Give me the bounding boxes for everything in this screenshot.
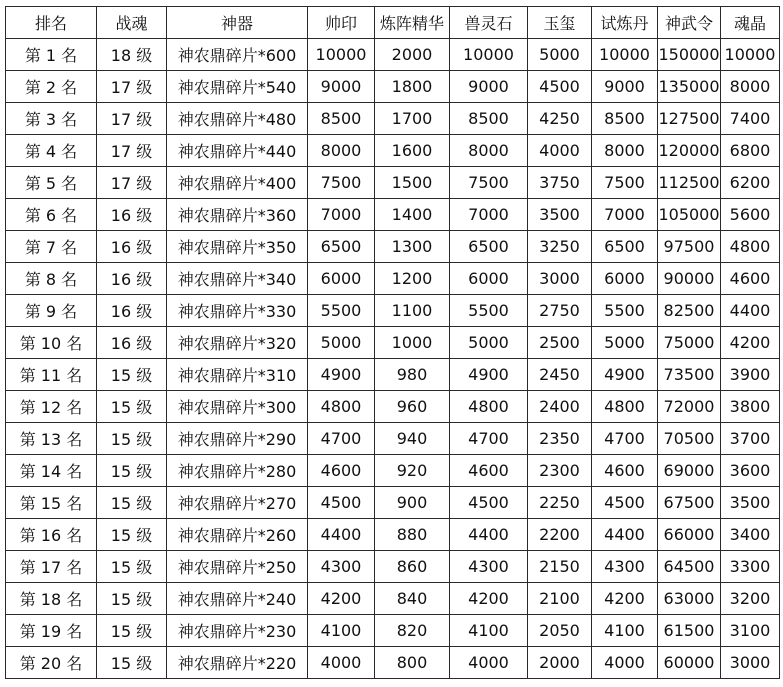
marshal-seal-cell: 4600 (308, 455, 375, 487)
beast-spirit-stone-cell: 5000 (450, 327, 528, 359)
trial-pill-cell: 6500 (592, 231, 658, 263)
marshal-seal-cell: 8000 (308, 135, 375, 167)
beast-spirit-stone-cell: 4700 (450, 423, 528, 455)
jade-seal-cell: 3750 (528, 167, 592, 199)
artifact-cell: 神农鼎碎片*330 (167, 295, 308, 327)
jade-seal-cell: 2050 (528, 615, 592, 647)
divine-token-cell: 64500 (658, 551, 721, 583)
beast-spirit-stone-cell: 8000 (450, 135, 528, 167)
formation-essence-cell: 900 (375, 487, 450, 519)
artifact-cell: 神农鼎碎片*290 (167, 423, 308, 455)
formation-essence-cell: 2000 (375, 39, 450, 71)
marshal-seal-cell: 5000 (308, 327, 375, 359)
trial-pill-cell: 4700 (592, 423, 658, 455)
artifact-cell: 神农鼎碎片*240 (167, 583, 308, 615)
beast-spirit-stone-cell: 6500 (450, 231, 528, 263)
beast-spirit-stone-cell: 7000 (450, 199, 528, 231)
table-row (6, 519, 780, 551)
war-soul-cell: 16 级 (97, 199, 167, 231)
artifact-cell: 神农鼎碎片*300 (167, 391, 308, 423)
soul-crystal-cell: 10000 (721, 39, 780, 71)
soul-crystal-cell: 6800 (721, 135, 780, 167)
marshal-seal-cell: 7500 (308, 167, 375, 199)
table-row (6, 583, 780, 615)
divine-token-cell: 105000 (658, 199, 721, 231)
marshal-seal-cell: 4100 (308, 615, 375, 647)
artifact-cell: 神农鼎碎片*310 (167, 359, 308, 391)
war-soul-cell: 15 级 (97, 615, 167, 647)
beast-spirit-stone-cell: 4200 (450, 583, 528, 615)
war-soul-cell: 15 级 (97, 455, 167, 487)
jade-seal-cell: 5000 (528, 39, 592, 71)
formation-essence-cell: 1500 (375, 167, 450, 199)
table-row (6, 231, 780, 263)
soul-crystal-cell: 4600 (721, 263, 780, 295)
formation-essence-cell: 800 (375, 647, 450, 679)
divine-token-cell: 75000 (658, 327, 721, 359)
table-row (6, 423, 780, 455)
artifact-cell: 神农鼎碎片*600 (167, 39, 308, 71)
war-soul-cell: 15 级 (97, 519, 167, 551)
divine-token-cell: 135000 (658, 71, 721, 103)
jade-seal-cell: 4000 (528, 135, 592, 167)
formation-essence-cell: 960 (375, 391, 450, 423)
marshal-seal-cell: 6000 (308, 263, 375, 295)
formation-essence-cell: 1100 (375, 295, 450, 327)
table-row (6, 359, 780, 391)
artifact-cell: 神农鼎碎片*220 (167, 647, 308, 679)
trial-pill-cell: 5000 (592, 327, 658, 359)
table-row (6, 455, 780, 487)
war-soul-cell: 16 级 (97, 327, 167, 359)
formation-essence-cell: 1200 (375, 263, 450, 295)
formation-essence-cell: 920 (375, 455, 450, 487)
soul-crystal-cell: 3900 (721, 359, 780, 391)
rank-cell: 第 10 名 (6, 327, 97, 359)
rank-cell: 第 4 名 (6, 135, 97, 167)
formation-essence-cell: 1600 (375, 135, 450, 167)
trial-pill-cell: 4300 (592, 551, 658, 583)
artifact-cell: 神农鼎碎片*280 (167, 455, 308, 487)
artifact-cell: 神农鼎碎片*340 (167, 263, 308, 295)
artifact-cell: 神农鼎碎片*360 (167, 199, 308, 231)
marshal-seal-cell: 5500 (308, 295, 375, 327)
soul-crystal-cell: 4800 (721, 231, 780, 263)
soul-crystal-cell: 8000 (721, 71, 780, 103)
rank-cell: 第 6 名 (6, 199, 97, 231)
war-soul-cell: 17 级 (97, 167, 167, 199)
beast-spirit-stone-cell: 4100 (450, 615, 528, 647)
divine-token-cell: 150000 (658, 39, 721, 71)
jade-seal-cell: 3250 (528, 231, 592, 263)
formation-essence-cell: 1800 (375, 71, 450, 103)
beast-spirit-stone-cell: 4300 (450, 551, 528, 583)
divine-token-cell: 112500 (658, 167, 721, 199)
rank-cell: 第 17 名 (6, 551, 97, 583)
artifact-cell: 神农鼎碎片*400 (167, 167, 308, 199)
table-row (6, 167, 780, 199)
jade-seal-cell: 2100 (528, 583, 592, 615)
marshal-seal-cell: 4300 (308, 551, 375, 583)
war-soul-cell: 15 级 (97, 583, 167, 615)
jade-seal-cell: 2500 (528, 327, 592, 359)
artifact-cell: 神农鼎碎片*270 (167, 487, 308, 519)
war-soul-cell: 15 级 (97, 487, 167, 519)
war-soul-cell: 15 级 (97, 647, 167, 679)
rank-cell: 第 14 名 (6, 455, 97, 487)
soul-crystal-cell: 3100 (721, 615, 780, 647)
divine-token-cell: 72000 (658, 391, 721, 423)
rank-cell: 第 15 名 (6, 487, 97, 519)
divine-token-cell: 60000 (658, 647, 721, 679)
marshal-seal-cell: 4000 (308, 647, 375, 679)
formation-essence-cell: 880 (375, 519, 450, 551)
marshal-seal-cell: 6500 (308, 231, 375, 263)
header-row (6, 7, 780, 39)
divine-token-cell: 70500 (658, 423, 721, 455)
soul-crystal-cell: 7400 (721, 103, 780, 135)
formation-essence-cell: 1000 (375, 327, 450, 359)
beast-spirit-stone-cell: 7500 (450, 167, 528, 199)
jade-seal-cell: 3500 (528, 199, 592, 231)
trial-pill-cell: 4600 (592, 455, 658, 487)
trial-pill-cell: 10000 (592, 39, 658, 71)
marshal-seal-cell: 4500 (308, 487, 375, 519)
rank-reward-table (5, 6, 780, 679)
table-row (6, 391, 780, 423)
divine-token-cell: 67500 (658, 487, 721, 519)
beast-spirit-stone-cell: 4600 (450, 455, 528, 487)
rank-cell: 第 2 名 (6, 71, 97, 103)
trial-pill-cell: 4400 (592, 519, 658, 551)
beast-spirit-stone-cell: 4900 (450, 359, 528, 391)
divine-token-cell: 66000 (658, 519, 721, 551)
rank-cell: 第 18 名 (6, 583, 97, 615)
trial-pill-cell: 4900 (592, 359, 658, 391)
soul-crystal-cell: 5600 (721, 199, 780, 231)
rank-cell: 第 9 名 (6, 295, 97, 327)
divine-token-cell: 61500 (658, 615, 721, 647)
artifact-cell: 神农鼎碎片*540 (167, 71, 308, 103)
divine-token-cell: 120000 (658, 135, 721, 167)
war-soul-header: 战魂 (97, 7, 167, 39)
jade-seal-header: 玉玺 (528, 7, 592, 39)
marshal-seal-cell: 10000 (308, 39, 375, 71)
table-row (6, 199, 780, 231)
war-soul-cell: 18 级 (97, 39, 167, 71)
beast-spirit-stone-cell: 4000 (450, 647, 528, 679)
trial-pill-cell: 7500 (592, 167, 658, 199)
soul-crystal-cell: 3800 (721, 391, 780, 423)
artifact-cell: 神农鼎碎片*350 (167, 231, 308, 263)
trial-pill-cell: 8000 (592, 135, 658, 167)
table-row (6, 615, 780, 647)
trial-pill-cell: 4500 (592, 487, 658, 519)
jade-seal-cell: 2200 (528, 519, 592, 551)
table-row (6, 135, 780, 167)
trial-pill-cell: 7000 (592, 199, 658, 231)
soul-crystal-cell: 6200 (721, 167, 780, 199)
divine-token-cell: 97500 (658, 231, 721, 263)
beast-spirit-stone-cell: 5500 (450, 295, 528, 327)
marshal-seal-cell: 4700 (308, 423, 375, 455)
formation-essence-cell: 1300 (375, 231, 450, 263)
soul-crystal-cell: 3400 (721, 519, 780, 551)
marshal-seal-cell: 4200 (308, 583, 375, 615)
rank-cell: 第 11 名 (6, 359, 97, 391)
trial-pill-cell: 4000 (592, 647, 658, 679)
war-soul-cell: 17 级 (97, 71, 167, 103)
rank-cell: 第 3 名 (6, 103, 97, 135)
rank-cell: 第 20 名 (6, 647, 97, 679)
beast-spirit-stone-cell: 4800 (450, 391, 528, 423)
divine-token-cell: 63000 (658, 583, 721, 615)
war-soul-cell: 17 级 (97, 135, 167, 167)
trial-pill-cell: 4100 (592, 615, 658, 647)
rank-cell: 第 16 名 (6, 519, 97, 551)
soul-crystal-cell: 4400 (721, 295, 780, 327)
table-row (6, 39, 780, 71)
jade-seal-cell: 2150 (528, 551, 592, 583)
trial-pill-cell: 8500 (592, 103, 658, 135)
soul-crystal-cell: 4200 (721, 327, 780, 359)
marshal-seal-header: 帅印 (308, 7, 375, 39)
table-body (6, 39, 780, 679)
soul-crystal-cell: 3000 (721, 647, 780, 679)
marshal-seal-cell: 9000 (308, 71, 375, 103)
beast-spirit-stone-cell: 6000 (450, 263, 528, 295)
artifact-cell: 神农鼎碎片*480 (167, 103, 308, 135)
soul-crystal-cell: 3500 (721, 487, 780, 519)
rank-header: 排名 (6, 7, 97, 39)
divine-token-cell: 82500 (658, 295, 721, 327)
rank-cell: 第 1 名 (6, 39, 97, 71)
soul-crystal-cell: 3300 (721, 551, 780, 583)
rank-cell: 第 19 名 (6, 615, 97, 647)
table-row (6, 327, 780, 359)
divine-token-header: 神武令 (658, 7, 721, 39)
marshal-seal-cell: 4800 (308, 391, 375, 423)
war-soul-cell: 16 级 (97, 263, 167, 295)
rank-cell: 第 8 名 (6, 263, 97, 295)
divine-token-cell: 69000 (658, 455, 721, 487)
jade-seal-cell: 2300 (528, 455, 592, 487)
artifact-cell: 神农鼎碎片*260 (167, 519, 308, 551)
war-soul-cell: 15 级 (97, 551, 167, 583)
marshal-seal-cell: 4400 (308, 519, 375, 551)
formation-essence-cell: 1700 (375, 103, 450, 135)
beast-spirit-stone-header: 兽灵石 (450, 7, 528, 39)
marshal-seal-cell: 8500 (308, 103, 375, 135)
artifact-header: 神器 (167, 7, 308, 39)
beast-spirit-stone-cell: 9000 (450, 71, 528, 103)
rank-cell: 第 12 名 (6, 391, 97, 423)
jade-seal-cell: 2250 (528, 487, 592, 519)
trial-pill-cell: 9000 (592, 71, 658, 103)
table-row (6, 263, 780, 295)
trial-pill-cell: 5500 (592, 295, 658, 327)
jade-seal-cell: 3000 (528, 263, 592, 295)
table-row (6, 551, 780, 583)
artifact-cell: 神农鼎碎片*230 (167, 615, 308, 647)
beast-spirit-stone-cell: 4400 (450, 519, 528, 551)
table-row (6, 295, 780, 327)
artifact-cell: 神农鼎碎片*440 (167, 135, 308, 167)
formation-essence-cell: 1400 (375, 199, 450, 231)
trial-pill-header: 试炼丹 (592, 7, 658, 39)
jade-seal-cell: 2750 (528, 295, 592, 327)
table-row (6, 103, 780, 135)
war-soul-cell: 15 级 (97, 423, 167, 455)
jade-seal-cell: 2000 (528, 647, 592, 679)
beast-spirit-stone-cell: 10000 (450, 39, 528, 71)
rank-cell: 第 13 名 (6, 423, 97, 455)
war-soul-cell: 15 级 (97, 391, 167, 423)
soul-crystal-cell: 3200 (721, 583, 780, 615)
artifact-cell: 神农鼎碎片*250 (167, 551, 308, 583)
formation-essence-cell: 940 (375, 423, 450, 455)
trial-pill-cell: 4800 (592, 391, 658, 423)
war-soul-cell: 16 级 (97, 231, 167, 263)
formation-essence-cell: 820 (375, 615, 450, 647)
jade-seal-cell: 4250 (528, 103, 592, 135)
jade-seal-cell: 2350 (528, 423, 592, 455)
divine-token-cell: 73500 (658, 359, 721, 391)
divine-token-cell: 90000 (658, 263, 721, 295)
beast-spirit-stone-cell: 8500 (450, 103, 528, 135)
rank-cell: 第 5 名 (6, 167, 97, 199)
table-row (6, 71, 780, 103)
war-soul-cell: 17 级 (97, 103, 167, 135)
trial-pill-cell: 4200 (592, 583, 658, 615)
artifact-cell: 神农鼎碎片*320 (167, 327, 308, 359)
jade-seal-cell: 2450 (528, 359, 592, 391)
formation-essence-cell: 840 (375, 583, 450, 615)
jade-seal-cell: 2400 (528, 391, 592, 423)
soul-crystal-cell: 3700 (721, 423, 780, 455)
reward-table-container (5, 6, 780, 679)
soul-crystal-cell: 3600 (721, 455, 780, 487)
war-soul-cell: 15 级 (97, 359, 167, 391)
trial-pill-cell: 6000 (592, 263, 658, 295)
table-row (6, 647, 780, 679)
table-row (6, 487, 780, 519)
beast-spirit-stone-cell: 4500 (450, 487, 528, 519)
war-soul-cell: 16 级 (97, 295, 167, 327)
jade-seal-cell: 4500 (528, 71, 592, 103)
marshal-seal-cell: 4900 (308, 359, 375, 391)
formation-essence-header: 炼阵精华 (375, 7, 450, 39)
formation-essence-cell: 860 (375, 551, 450, 583)
soul-crystal-header: 魂晶 (721, 7, 780, 39)
formation-essence-cell: 980 (375, 359, 450, 391)
rank-cell: 第 7 名 (6, 231, 97, 263)
divine-token-cell: 127500 (658, 103, 721, 135)
marshal-seal-cell: 7000 (308, 199, 375, 231)
